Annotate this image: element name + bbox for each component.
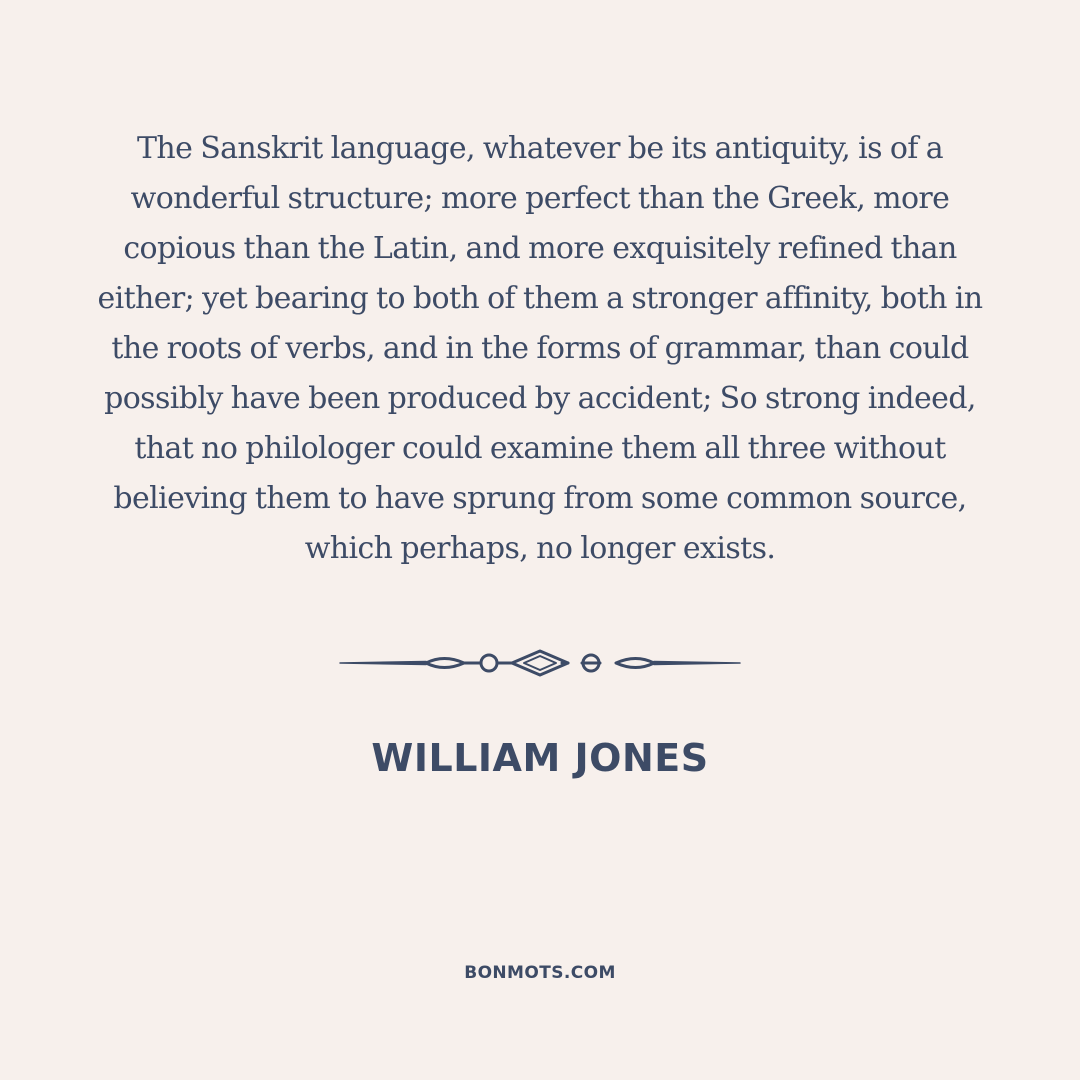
quote-text: The Sanskrit language, whatever be its antiquity, is of a wonderful structure; more perfect than the Greek, more copious than the Latin, and more exquisitely refined than either; yet bearing to both of them a stronger affinity, both in the roots of verbs, and in the forms of grammar, than could possibly have been produced by accident; So strong indeed, that no philologer could examine them all three without believing them to have sprung from some common source, which perhaps, no longer exists. (97, 131, 983, 566)
author-name: WILLIAM JONES (371, 736, 709, 780)
site-name: BONMOTS.COM (464, 963, 616, 983)
ornamental-divider-icon (336, 643, 744, 683)
